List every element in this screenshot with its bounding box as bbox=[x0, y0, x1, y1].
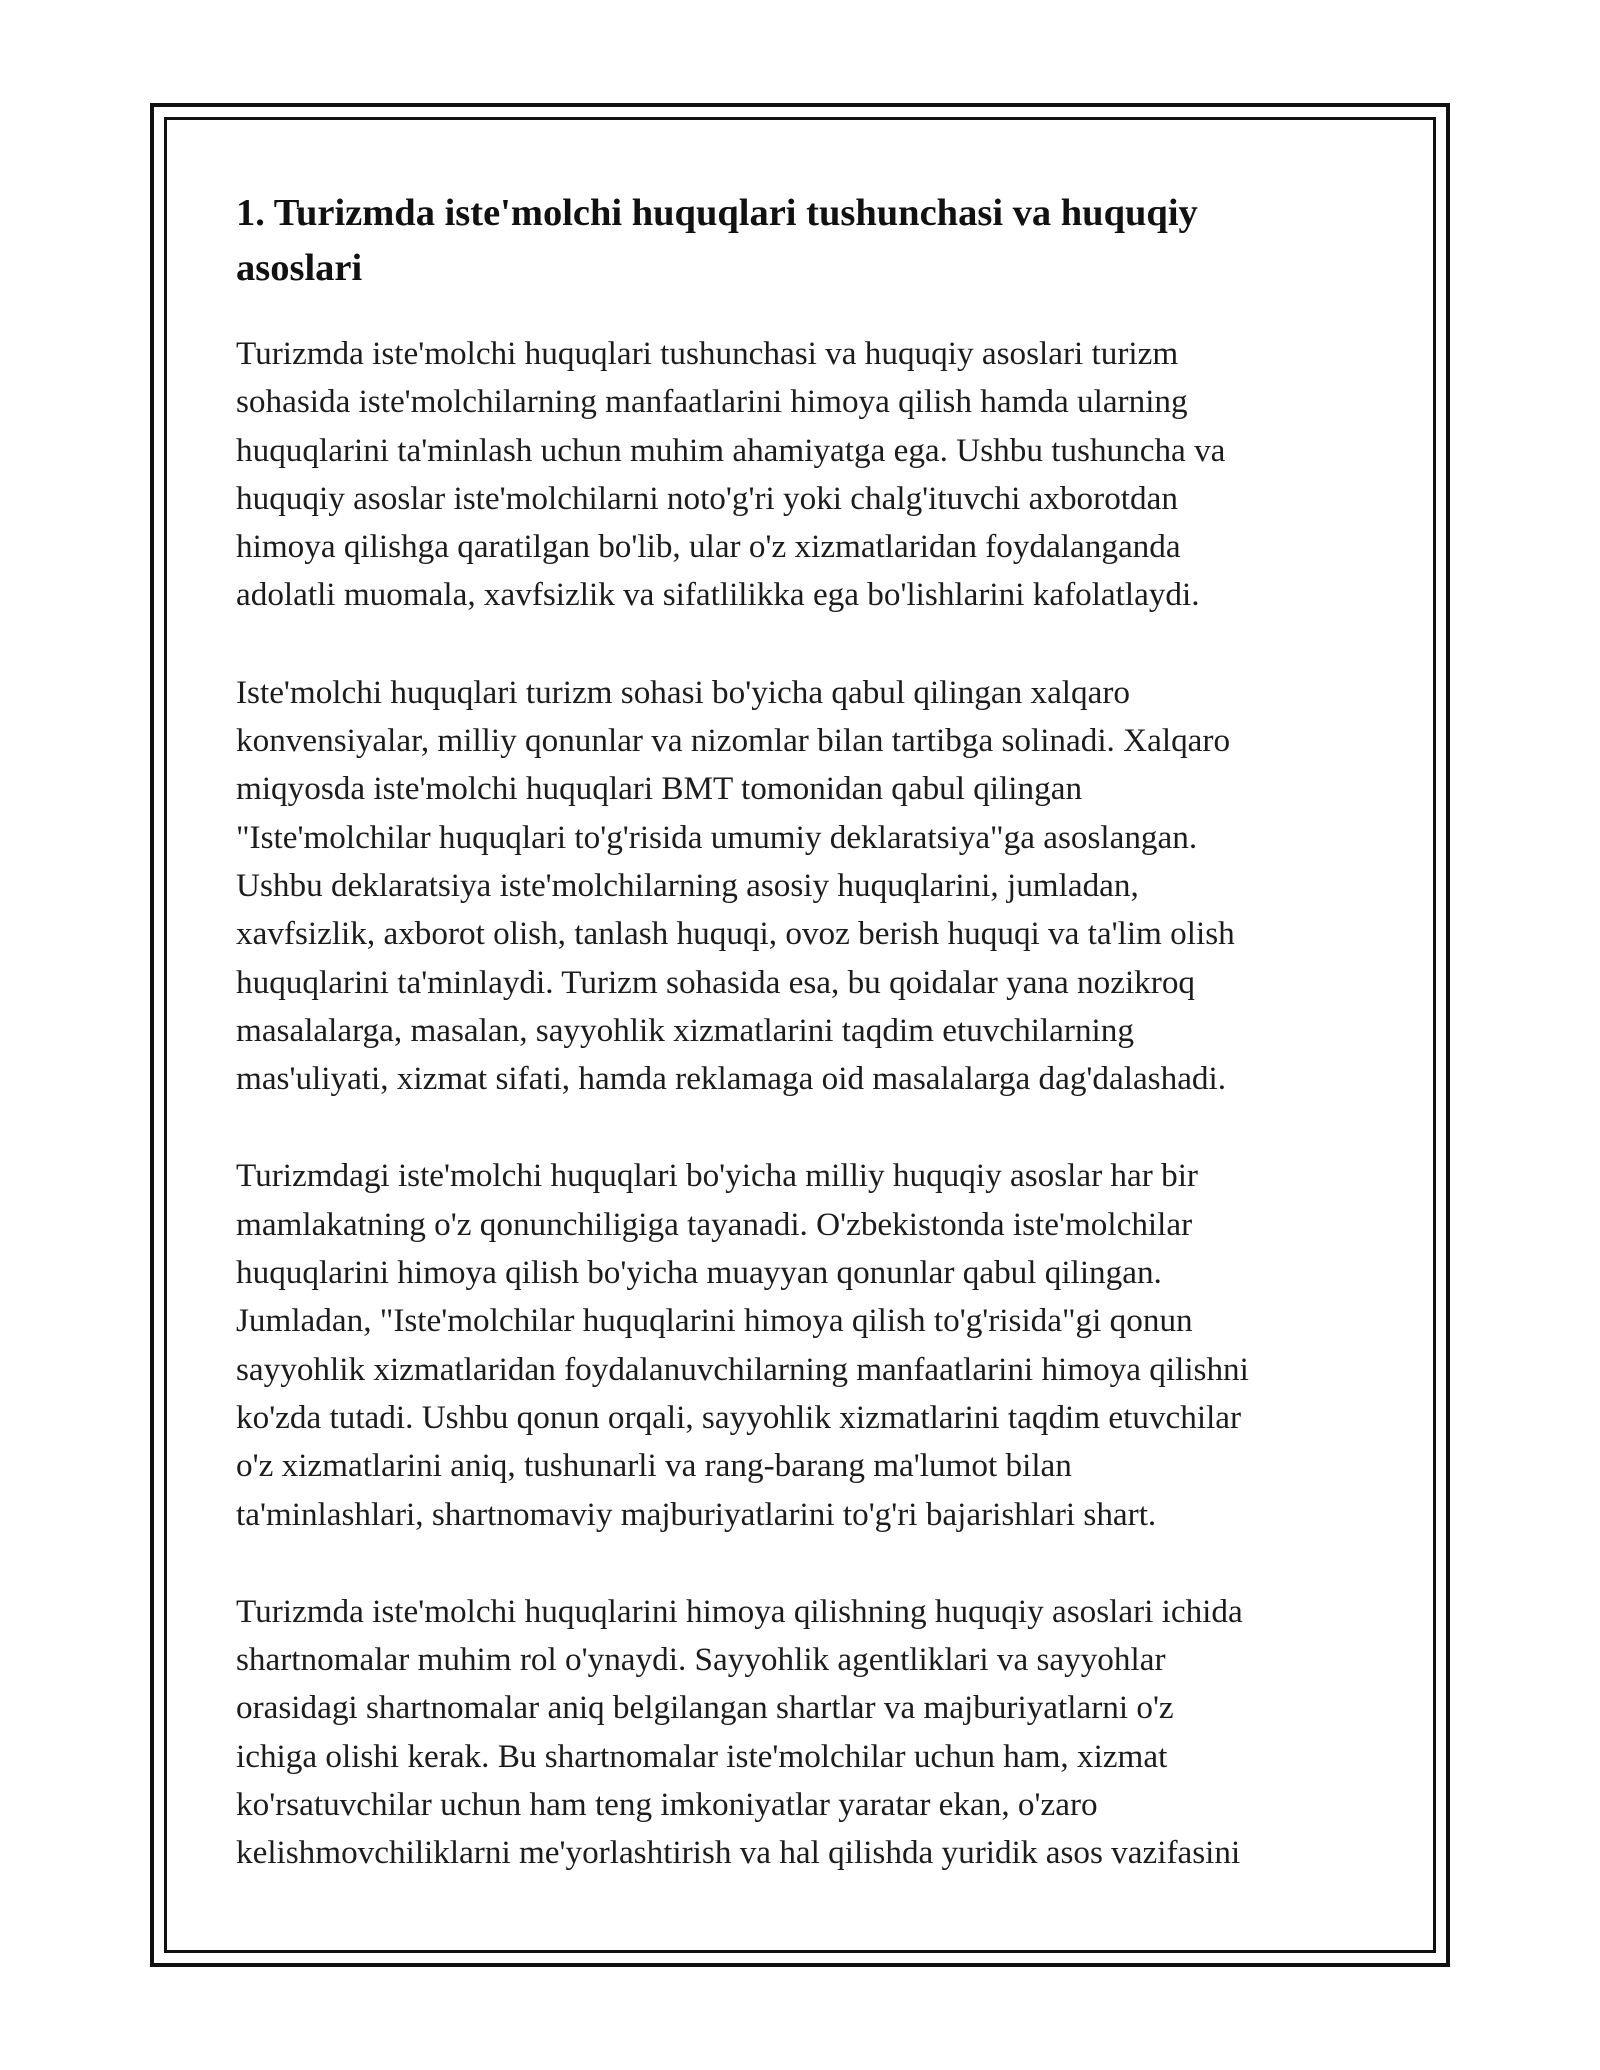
text-line: sayyohlik xizmatlaridan foydalanuvchilarning manfaatlarini himoya qilishni bbox=[236, 1350, 1249, 1388]
heading-line: asoslari bbox=[236, 247, 363, 289]
text-line: o'z xizmatlarini aniq, tushunarli va rang-barang ma'lumot bilan bbox=[236, 1447, 1072, 1485]
text-line: shartnomalar muhim rol o'ynaydi. Sayyohlik agentliklari va sayyohlar bbox=[236, 1641, 1166, 1679]
text-line: huquqiy asoslar iste'molchilarni noto'g'ri yoki chalg'ituvchi axborotdan bbox=[236, 479, 1178, 517]
text-line: Turizmdagi iste'molchi huquqlari bo'yicha milliy huquqiy asoslar har bir bbox=[236, 1157, 1198, 1195]
text-line: sohasida iste'molchilarning manfaatlarini himoya qilish hamda ularning bbox=[236, 383, 1188, 421]
text-line: miqyosda iste'molchi huquqlari BMT tomonidan qabul qilingan bbox=[236, 770, 1083, 808]
document-body bbox=[236, 186, 1366, 1927]
text-line: Turizmda iste'molchi huquqlarini himoya qilishning huquqiy asoslari ichida bbox=[236, 1592, 1243, 1630]
paragraph-1 bbox=[236, 330, 1366, 620]
text-line: mas'uliyati, xizmat sifati, hamda reklamaga oid masalalarga dag'dalashadi. bbox=[236, 1060, 1227, 1098]
paragraph-4 bbox=[236, 1588, 1366, 1878]
paragraph-2 bbox=[236, 669, 1366, 1104]
heading-line: 1. Turizmda iste'molchi huquqlari tushunchasi va huquqiy bbox=[236, 192, 1198, 234]
text-line: konvensiyalar, milliy qonunlar va nizomlar bilan tartibga solinadi. Xalqaro bbox=[236, 722, 1231, 760]
text-line: Iste'molchi huquqlari turizm sohasi bo'yicha qabul qilingan xalqaro bbox=[236, 673, 1130, 711]
text-line: huquqlarini ta'minlash uchun muhim ahamiyatga ega. Ushbu tushuncha va bbox=[236, 431, 1226, 469]
text-line: ko'zda tutadi. Ushbu qonun orqali, sayyohlik xizmatlarini taqdim etuvchilar bbox=[236, 1398, 1242, 1436]
text-line: Jumladan, "Iste'molchilar huquqlarini himoya qilish to'g'risida"gi qonun bbox=[236, 1302, 1193, 1340]
text-line: orasidagi shartnomalar aniq belgilangan shartlar va majburiyatlarni o'z bbox=[236, 1689, 1174, 1727]
text-line: Turizmda iste'molchi huquqlari tushunchasi va huquqiy asoslari turizm bbox=[236, 335, 1179, 372]
text-line: masalalarga, masalan, sayyohlik xizmatlarini taqdim etuvchilarning bbox=[236, 1011, 1134, 1049]
text-line: himoya qilishga qaratilgan bo'lib, ular o'z xizmatlaridan foydalanganda bbox=[236, 528, 1181, 566]
paragraph-3 bbox=[236, 1152, 1366, 1538]
text-line: huquqlarini himoya qilish bo'yicha muayyan qonunlar qabul qilingan. bbox=[236, 1254, 1162, 1292]
section-heading bbox=[236, 186, 1366, 296]
text-line: adolatli muomala, xavfsizlik va sifatlilikka ega bo'lishlarini kafolatlaydi. bbox=[236, 576, 1200, 614]
text-line: xavfsizlik, axborot olish, tanlash huquqi, ovoz berish huquqi va ta'lim olish bbox=[236, 915, 1235, 953]
text-line: "Iste'molchilar huquqlari to'g'risida umumiy deklaratsiya"ga asoslangan. bbox=[236, 818, 1198, 856]
text-line: ko'rsatuvchilar uchun ham teng imkoniyatlar yaratar ekan, o'zaro bbox=[236, 1786, 1098, 1824]
text-line: mamlakatning o'z qonunchiligiga tayanadi. O'zbekistonda iste'molchilar bbox=[236, 1205, 1193, 1243]
text-line: Ushbu deklaratsiya iste'molchilarning asosiy huquqlarini, jumladan, bbox=[236, 866, 1139, 904]
text-line: ta'minlashlari, shartnomaviy majburiyatlarini to'g'ri bajarishlari shart. bbox=[236, 1495, 1157, 1533]
text-line: kelishmovchiliklarni me'yorlashtirish va hal qilishda yuridik asos vazifasini bbox=[236, 1834, 1241, 1872]
text-line: huquqlarini ta'minlaydi. Turizm sohasida esa, bu qoidalar yana nozikroq bbox=[236, 963, 1196, 1001]
text-line: ichiga olishi kerak. Bu shartnomalar iste'molchilar uchun ham, xizmat bbox=[236, 1737, 1168, 1775]
